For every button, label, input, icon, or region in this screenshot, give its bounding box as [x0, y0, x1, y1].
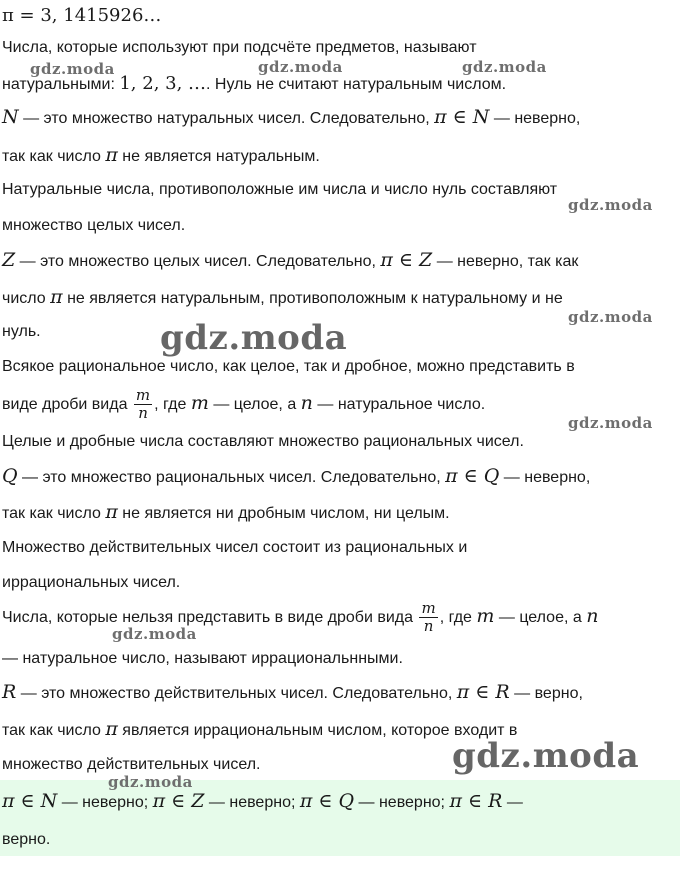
answer-line: верно.: [2, 831, 51, 848]
text-line: Целые и дробные числа составляют множество рациональных чисел.: [2, 433, 524, 450]
watermark: gdz.moda: [568, 196, 653, 214]
text-line: множество целых чисел.: [2, 217, 186, 234]
pi-value: π = 3, 1415926…: [2, 5, 162, 26]
text-line: Числа, которые нельзя представить в виде дроби вида $\frac{m}{n}$ , где m — целое, а n: [2, 599, 599, 636]
watermark: gdz.moda: [452, 736, 640, 776]
fraction: $\frac{m}{n}$: [135, 386, 151, 423]
watermark: gdz.moda: [462, 58, 547, 76]
text-line: Z — это множество целых чисел. Следовательно, π ∈ Z — неверно, так как: [2, 249, 579, 271]
text-line: — натуральное число, называют иррациональнными.: [2, 650, 403, 667]
text-line: так как число π не является натуральным.: [2, 144, 320, 166]
text-line: R — это множество действительных чисел. Следовательно, π ∈ R — верно,: [2, 681, 583, 703]
watermark: gdz.moda: [112, 625, 197, 643]
text-line: нуль.: [2, 323, 41, 340]
text-line: так как число π является иррациональным числом, которое входит в: [2, 718, 518, 740]
text-line: N — это множество натуральных чисел. Следовательно, π ∈ N — неверно,: [2, 106, 581, 128]
text-line: Натуральные числа, противоположные им числа и число нуль составляют: [2, 181, 558, 198]
watermark: gdz.moda: [160, 318, 348, 358]
watermark: gdz.moda: [568, 308, 653, 326]
text-line: натуральными: 1, 2, 3, …. Нуль не считают натуральным числом.: [2, 73, 507, 94]
fraction: $\frac{m}{n}$: [421, 599, 436, 636]
watermark: gdz.moda: [30, 60, 115, 78]
watermark: gdz.moda: [108, 773, 193, 791]
text-line: Множество действительных чисел состоит из рациональных и: [2, 539, 468, 556]
text-line: Всякое рациональное число, как целое, так и дробное, можно представить в: [2, 358, 575, 375]
text-line: Q — это множество рациональных чисел. Следовательно, π ∈ Q — неверно,: [2, 465, 591, 487]
text-line: число π не является натуральным, противоположным к натуральному и не: [2, 286, 563, 308]
text-line: виде дроби вида $\frac{m}{n}$ , где m — целое, а n — натуральное число.: [2, 386, 486, 423]
answer-line: π ∈ N — неверно; π ∈ Z — неверно; π ∈ Q — неверно; π ∈ R —: [2, 790, 523, 812]
text-line: множество действительных чисел.: [2, 756, 261, 773]
text-line: так как число π не является ни дробным числом, ни целым.: [2, 501, 450, 523]
watermark: gdz.moda: [258, 58, 343, 76]
text-line: Числа, которые используют при подсчёте предметов, называют: [2, 39, 477, 56]
text-line: иррациональных чисел.: [2, 574, 181, 591]
watermark: gdz.moda: [568, 414, 653, 432]
